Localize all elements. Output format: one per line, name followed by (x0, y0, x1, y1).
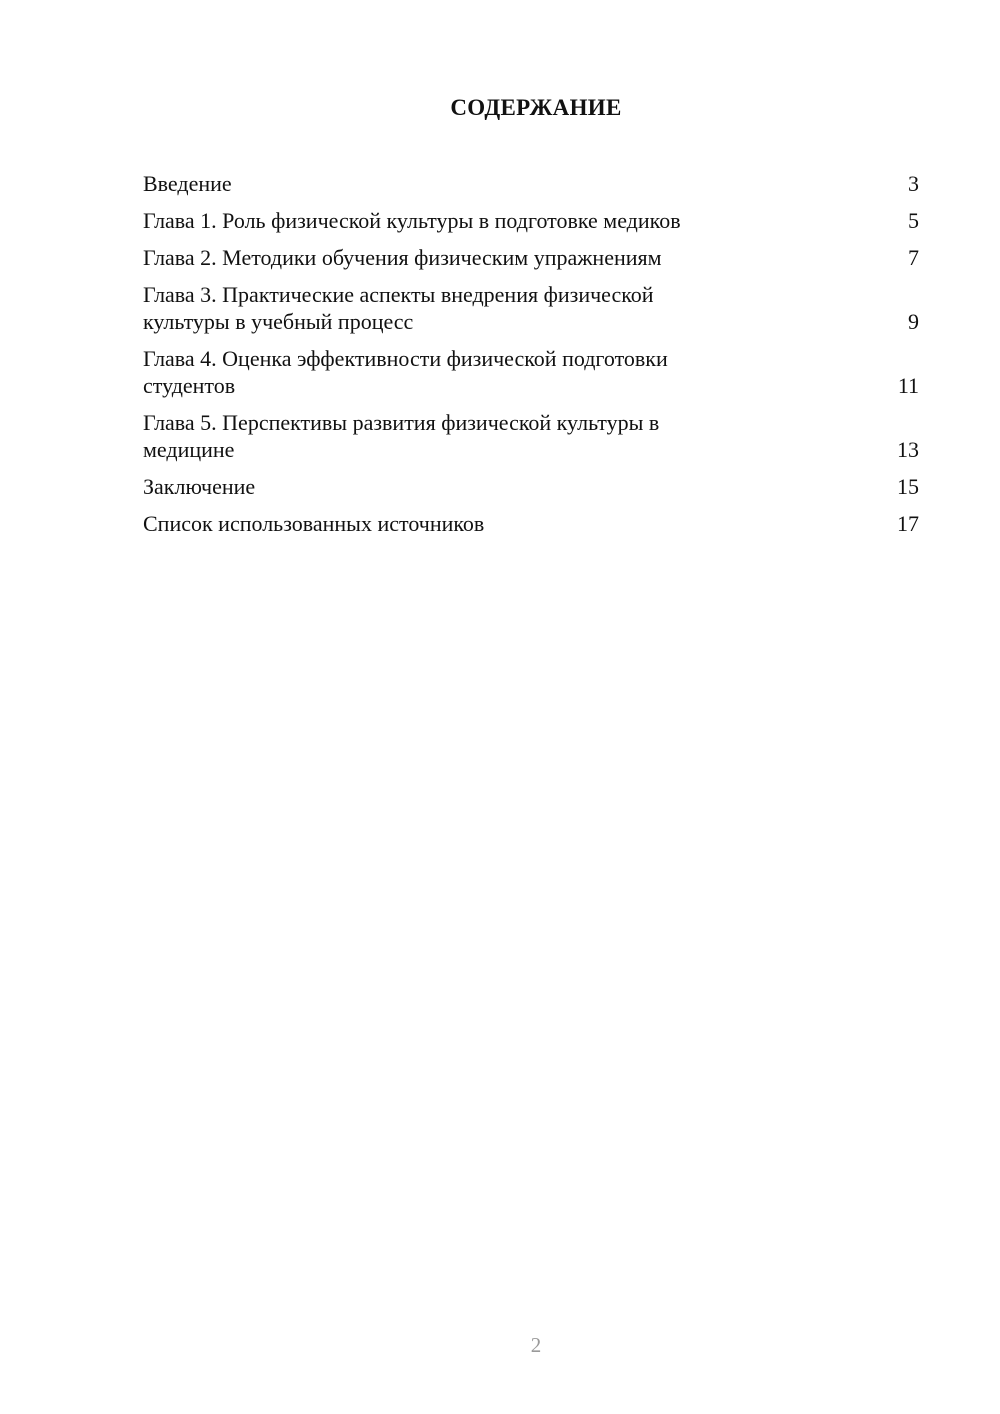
toc-entry-references (143, 510, 919, 537)
toc-entry-chapter-1 (143, 207, 919, 234)
toc-entry-chapter-4 (143, 345, 919, 399)
toc-entry-page: 3 (908, 171, 919, 196)
toc-entry-title: Введение (143, 171, 232, 196)
toc-entry-introduction (143, 170, 919, 197)
toc-entry-page: 11 (897, 373, 919, 398)
toc-entry-page: 15 (897, 474, 919, 499)
toc-entry-title: Глава 3. Практические аспекты внедрения физической культуры в учебный процесс (143, 282, 654, 334)
toc-entry-title: Глава 1. Роль физической культуры в подготовке медиков (143, 208, 681, 233)
page-number: 2 (530, 1333, 542, 1357)
toc-entry-page: 17 (897, 511, 919, 536)
toc-entry-page: 5 (908, 208, 919, 233)
toc-entry-page: 13 (897, 437, 919, 462)
table-of-contents (143, 170, 919, 547)
toc-entry-title: Глава 2. Методики обучения физическим упражнениям (143, 245, 662, 270)
page-title: СОДЕРЖАНИЕ (450, 95, 622, 120)
toc-entry-chapter-5 (143, 409, 919, 463)
toc-entry-title: Заключение (143, 474, 256, 499)
toc-entry-conclusion (143, 473, 919, 500)
toc-entry-title: Глава 4. Оценка эффективности физической подготовки студентов (143, 346, 668, 398)
toc-entry-page: 9 (908, 309, 919, 334)
toc-entry-title: Список использованных источников (143, 511, 485, 536)
toc-entry-page: 7 (908, 245, 919, 270)
toc-entry-chapter-3 (143, 281, 919, 335)
toc-entry-title: Глава 5. Перспективы развития физической культуры в медицине (143, 410, 660, 462)
toc-entry-chapter-2 (143, 244, 919, 271)
